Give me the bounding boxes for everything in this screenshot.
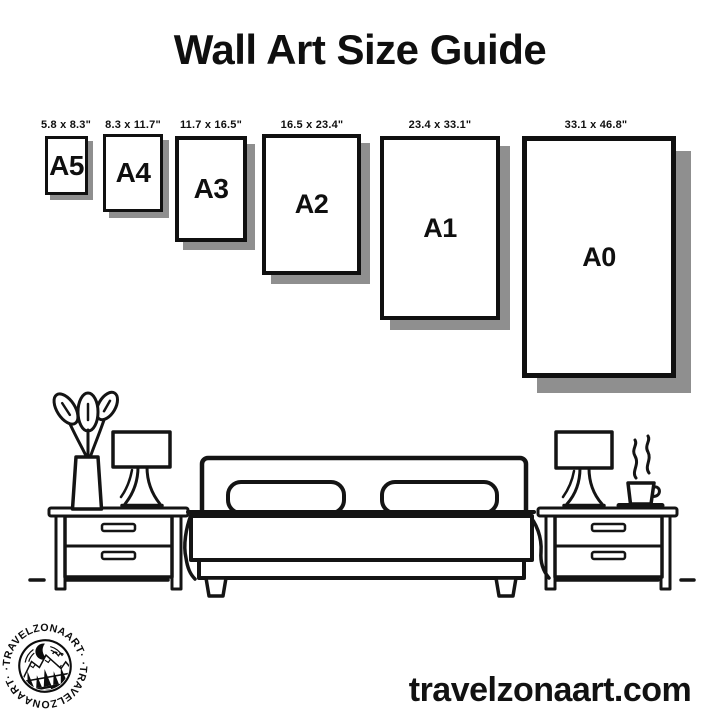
size-dims-label-a1: 23.4 x 33.1"	[408, 119, 472, 131]
page-title: Wall Art Size Guide	[173, 26, 547, 73]
size-dims-label-a5: 5.8 x 8.3"	[40, 119, 92, 131]
table-lamp-right-icon	[556, 432, 612, 506]
bedroom-scene-illustration	[0, 380, 720, 605]
size-dims-label-a4: 8.3 x 11.7"	[105, 119, 161, 131]
bed-icon	[185, 458, 549, 596]
paper-box-a2	[262, 134, 361, 275]
nightstand-right-icon	[538, 508, 677, 589]
paper-box-a1	[380, 136, 500, 320]
paper-box-a4	[103, 134, 163, 212]
size-dims-label-a2: 16.5 x 23.4"	[280, 119, 344, 131]
table-lamp-left-icon	[113, 432, 170, 506]
paper-code-a5: A5	[49, 149, 84, 181]
size-dims-label-a3: 11.7 x 16.5"	[179, 119, 243, 131]
website-text: travelzonaart.com	[408, 671, 692, 709]
paper-code-a4: A4	[115, 157, 151, 188]
size-dims-label-a0: 33.1 x 46.8"	[564, 119, 628, 131]
paper-code-a3: A3	[193, 173, 229, 204]
paper-code-a0: A0	[582, 241, 616, 272]
nightstand-left-icon	[49, 508, 188, 589]
steam-icon	[634, 436, 649, 478]
paper-box-a3	[175, 136, 247, 242]
paper-code-a1: A1	[423, 212, 457, 243]
coffee-cup-icon	[619, 436, 662, 506]
paper-code-a2: A2	[294, 189, 329, 219]
vase-with-plant-icon	[49, 389, 122, 509]
logo-arc-text-bottom-path: ·TRAVELZONAART·	[2, 661, 90, 711]
paper-box-a5	[45, 136, 88, 195]
brand-logo-badge	[0, 610, 101, 720]
logo-arc-text-top-path: ·TRAVELZONAART·	[0, 621, 88, 671]
paper-box-a0	[522, 136, 676, 378]
